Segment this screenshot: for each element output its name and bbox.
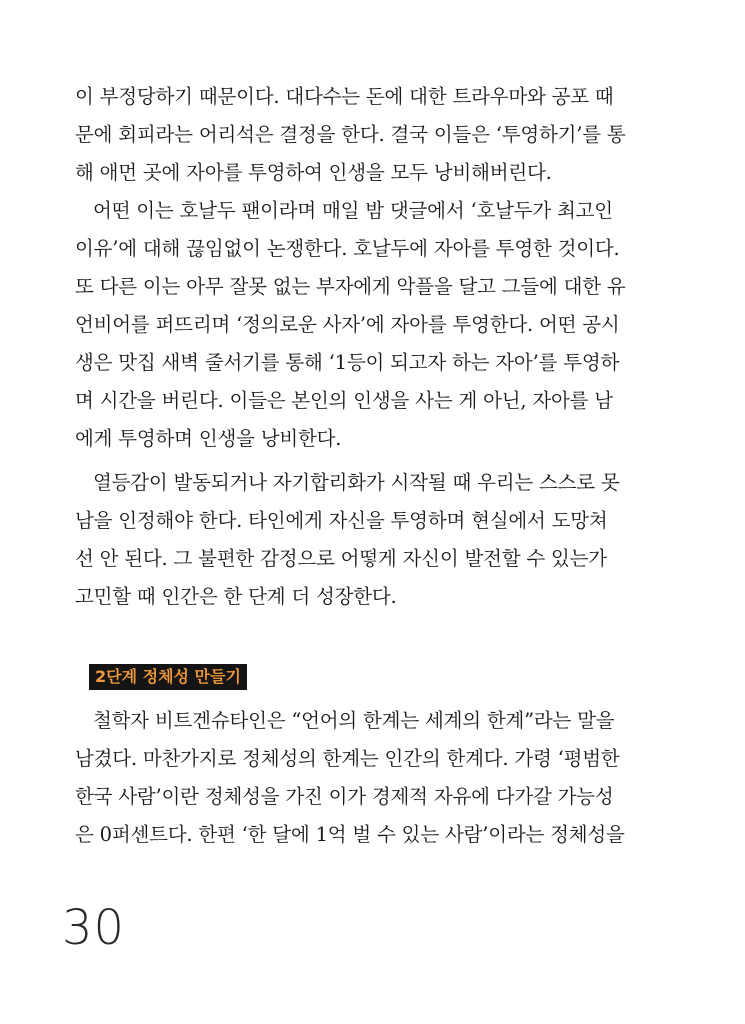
paragraph-line: 열등감이 발동되거나 자기합리화가 시작될 때 우리는 스스로 못 [93,471,620,494]
paragraph-line: 은 0퍼센트다. 한편 ‘한 달에 1억 벌 수 있는 사람’이라는 정체성을 [75,823,625,846]
paragraph-line: 어떤 이는 호날두 팬이라며 매일 밤 댓글에서 ‘호날두가 최고인 [93,199,613,222]
paragraph-line: 며 시간을 버린다. 이들은 본인의 인생을 사는 게 아닌, 자아를 남 [75,389,613,412]
paragraph-line: 이 부정당하기 때문이다. 대다수는 돈에 대한 트라우마와 공포 때 [75,85,614,108]
paragraph-line: 한국 사람’이란 정체성을 가진 이가 경제적 자유에 다가갈 가능성 [75,785,614,808]
page-number: 30 [62,900,126,956]
body-text-block-1 [75,78,675,458]
paragraph-line: 남을 인정해야 한다. 타인에게 자신을 투영하며 현실에서 도망쳐 [75,509,608,532]
section-heading: 2단계 정체성 만들기 [89,664,247,690]
paragraph-line: 남겼다. 마찬가지로 정체성의 한계는 인간의 한계다. 가령 ‘평범한 [75,747,620,770]
paragraph-line: 철학자 비트겐슈타인은 “언어의 한계는 세계의 한계”라는 말을 [93,709,615,732]
paragraph-line: 이유’에 대해 끊임없이 논쟁한다. 호날두에 자아를 투영한 것이다. [75,237,620,260]
body-text-block-2 [75,464,675,616]
paragraph-line: 에게 투영하며 인생을 낭비한다. [75,427,342,450]
body-text-block-3 [75,702,675,854]
paragraph-line: 또 다른 이는 아무 잘못 없는 부자에게 악플을 달고 그들에 대한 유 [75,275,626,298]
paragraph-line: 고민할 때 인간은 한 단계 더 성장한다. [75,585,397,608]
paragraph-line: 생은 맛집 새벽 줄서기를 통해 ‘1등이 되고자 하는 자아’를 투영하 [75,351,620,374]
paragraph-line: 선 안 된다. 그 불편한 감정으로 어떻게 자신이 발전할 수 있는가 [75,547,607,570]
paragraph-line: 해 애먼 곳에 자아를 투영하여 인생을 모두 낭비해버린다. [75,161,552,184]
paragraph-line: 문에 회피라는 어리석은 결정을 한다. 결국 이들은 ‘투영하기’를 통 [75,123,626,146]
paragraph-line: 언비어를 퍼뜨리며 ‘정의로운 사자’에 자아를 투영한다. 어떤 공시 [75,313,620,336]
